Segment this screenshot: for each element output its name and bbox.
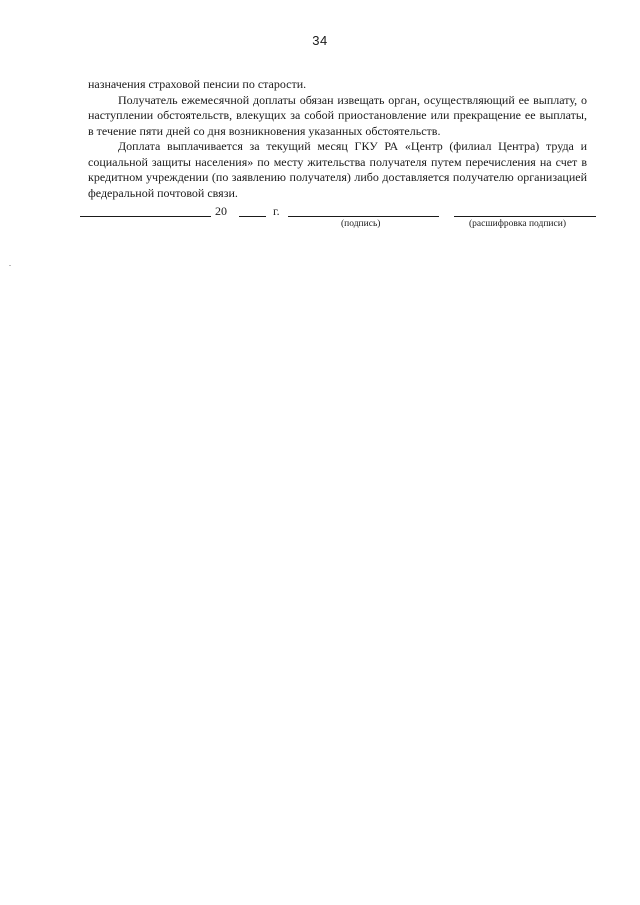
document-body <box>88 77 587 201</box>
decoding-caption: (расшифровка подписи) <box>469 219 566 229</box>
year-line <box>239 216 266 217</box>
paragraph-notification-duty: Получатель ежемесячной доплаты обязан извещать орган, осуществляющий ее выплату, о наступлении обстоятельств, влекущих за собой приостановление или прекращение ее выплаты, в течение пяти дней со дня возникновения указанных обстоятельств. <box>88 92 587 138</box>
page-number: 34 <box>312 33 328 48</box>
decoding-line <box>454 216 596 217</box>
year-prefix: 20 <box>215 204 227 218</box>
scan-speck <box>9 265 11 266</box>
signature-block <box>80 203 600 233</box>
signature-line <box>288 216 439 217</box>
paragraph-continuation: назначения страховой пенсии по старости. <box>88 77 307 91</box>
paragraph-payment-method: Доплата выплачивается за текущий месяц ГКУ РА «Центр (филиал Центра) труда и социальной защиты населения» по месту жительства получателя путем перечисления на счет в кредитном учреждении (по заявлению получателя) либо доставляется получателю организацией федеральной почтовой связи. <box>88 139 587 200</box>
year-suffix: г. <box>273 204 280 218</box>
signature-caption: (подпись) <box>341 219 381 229</box>
date-line <box>80 216 211 217</box>
